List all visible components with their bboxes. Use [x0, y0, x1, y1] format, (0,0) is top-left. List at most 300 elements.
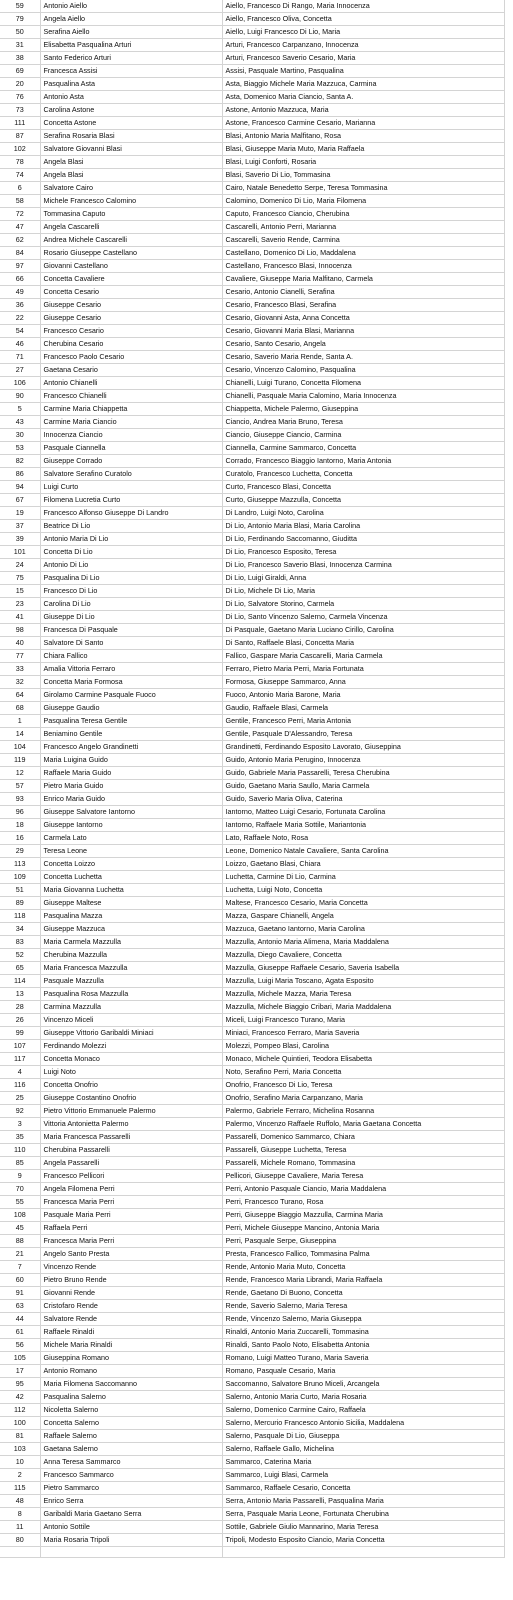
record-number-cell[interactable]: 42 — [0, 1391, 40, 1404]
record-number-cell[interactable]: 47 — [0, 221, 40, 234]
parents-cell[interactable]: Cairo, Natale Benedetto Serpe, Teresa Tommasina — [222, 182, 504, 195]
person-name-cell[interactable]: Raffaele Rinaldi — [40, 1326, 222, 1339]
parents-cell[interactable]: Guido, Antonio Maria Perugino, Innocenza — [222, 754, 504, 767]
parents-cell[interactable]: Miniaci, Francesco Ferraro, Maria Saveria — [222, 1027, 504, 1040]
person-name-cell[interactable]: Carolina Di Lio — [40, 598, 222, 611]
parents-cell[interactable]: Assisi, Pasquale Martino, Pasqualina — [222, 65, 504, 78]
person-name-cell[interactable]: Carolina Astone — [40, 104, 222, 117]
person-name-cell[interactable]: Giuseppina Romano — [40, 1352, 222, 1365]
parents-cell[interactable]: Chiappetta, Michele Palermo, Giuseppina — [222, 403, 504, 416]
record-number-cell[interactable]: 20 — [0, 78, 40, 91]
person-name-cell[interactable]: Angelo Santo Presta — [40, 1248, 222, 1261]
record-number-cell[interactable]: 48 — [0, 1495, 40, 1508]
parents-cell[interactable]: Palermo, Gabriele Ferraro, Michelina Rosanna — [222, 1105, 504, 1118]
record-number-cell[interactable]: 87 — [0, 130, 40, 143]
record-number-cell[interactable]: 82 — [0, 455, 40, 468]
parents-cell[interactable]: Rinaldi, Antonio Maria Zuccarelli, Tommasina — [222, 1326, 504, 1339]
parents-cell[interactable]: Castellano, Francesco Blasi, Innocenza — [222, 260, 504, 273]
parents-cell[interactable]: Blasi, Antonio Maria Malfitano, Rosa — [222, 130, 504, 143]
record-number-cell[interactable]: 2 — [0, 1469, 40, 1482]
record-number-cell[interactable]: 62 — [0, 234, 40, 247]
parents-cell[interactable]: Salerno, Pasquale Di Lio, Giuseppa — [222, 1430, 504, 1443]
parents-cell[interactable]: Curatolo, Francesco Luchetta, Concetta — [222, 468, 504, 481]
person-name-cell[interactable]: Vincenzo Miceli — [40, 1014, 222, 1027]
record-number-cell[interactable]: 4 — [0, 1066, 40, 1079]
record-number-cell[interactable]: 79 — [0, 13, 40, 26]
record-number-cell[interactable]: 45 — [0, 1222, 40, 1235]
parents-cell[interactable]: Tripoli, Modesto Esposito Ciancio, Maria Concetta — [222, 1534, 504, 1547]
parents-cell[interactable]: Serra, Antonio Maria Passarelli, Pasqualina Maria — [222, 1495, 504, 1508]
person-name-cell[interactable]: Concetta Loizzo — [40, 858, 222, 871]
person-name-cell[interactable]: Giuseppe Di Lio — [40, 611, 222, 624]
parents-cell[interactable]: Cesario, Giovanni Maria Blasi, Marianna — [222, 325, 504, 338]
record-number-cell[interactable]: 34 — [0, 923, 40, 936]
parents-cell[interactable]: Grandinetti, Ferdinando Esposito Lavorato, Giuseppina — [222, 741, 504, 754]
person-name-cell[interactable]: Gaetana Cesario — [40, 364, 222, 377]
parents-cell[interactable]: Cesario, Santo Cesario, Angela — [222, 338, 504, 351]
record-number-cell[interactable]: 100 — [0, 1417, 40, 1430]
parents-cell[interactable]: Di Lio, Santo Vincenzo Salerno, Carmela Vincenza — [222, 611, 504, 624]
record-number-cell[interactable]: 102 — [0, 143, 40, 156]
person-name-cell[interactable]: Cherubina Mazzulla — [40, 949, 222, 962]
record-number-cell[interactable]: 30 — [0, 429, 40, 442]
record-number-cell[interactable]: 25 — [0, 1092, 40, 1105]
parents-cell[interactable]: Miceli, Luigi Francesco Turano, Maria — [222, 1014, 504, 1027]
record-number-cell[interactable]: 22 — [0, 312, 40, 325]
person-name-cell[interactable]: Enrico Maria Guido — [40, 793, 222, 806]
person-name-cell[interactable]: Raffaele Salerno — [40, 1430, 222, 1443]
person-name-cell[interactable]: Giuseppe Salvatore Iantorno — [40, 806, 222, 819]
record-number-cell[interactable]: 64 — [0, 689, 40, 702]
record-number-cell[interactable]: 84 — [0, 247, 40, 260]
record-number-cell[interactable]: 17 — [0, 1365, 40, 1378]
person-name-cell[interactable]: Enrico Serra — [40, 1495, 222, 1508]
parents-cell[interactable]: Formosa, Giuseppe Sammarco, Anna — [222, 676, 504, 689]
person-name-cell[interactable]: Angela Cascarelli — [40, 221, 222, 234]
person-name-cell[interactable]: Amalia Vittoria Ferraro — [40, 663, 222, 676]
parents-cell[interactable]: Maltese, Francesco Cesario, Maria Concetta — [222, 897, 504, 910]
person-name-cell[interactable]: Concetta Cesario — [40, 286, 222, 299]
parents-cell[interactable]: Lato, Raffaele Noto, Rosa — [222, 832, 504, 845]
record-number-cell[interactable]: 59 — [0, 0, 40, 13]
record-number-cell[interactable]: 89 — [0, 897, 40, 910]
person-name-cell[interactable]: Giuseppe Costantino Onofrio — [40, 1092, 222, 1105]
person-name-cell[interactable]: Gaetana Salerno — [40, 1443, 222, 1456]
person-name-cell[interactable]: Francesco Di Lio — [40, 585, 222, 598]
person-name-cell[interactable]: Giuseppe Cesario — [40, 312, 222, 325]
record-number-cell[interactable]: 63 — [0, 1300, 40, 1313]
record-number-cell[interactable]: 24 — [0, 559, 40, 572]
record-number-cell[interactable]: 44 — [0, 1313, 40, 1326]
person-name-cell[interactable]: Angela Filomena Perri — [40, 1183, 222, 1196]
parents-cell[interactable]: Guido, Gabriele Maria Passarelli, Teresa Cherubina — [222, 767, 504, 780]
person-name-cell[interactable]: Francesco Angelo Grandinetti — [40, 741, 222, 754]
person-name-cell[interactable]: Antonio Asta — [40, 91, 222, 104]
person-name-cell[interactable]: Francesco Cesario — [40, 325, 222, 338]
parents-cell[interactable]: Passarelli, Michele Romano, Tommasina — [222, 1157, 504, 1170]
person-name-cell[interactable]: Cristofaro Rende — [40, 1300, 222, 1313]
parents-cell[interactable]: Noto, Serafino Perri, Maria Concetta — [222, 1066, 504, 1079]
parents-cell[interactable]: Sammarco, Luigi Blasi, Carmela — [222, 1469, 504, 1482]
parents-cell[interactable]: Cesario, Antonio Cianelli, Serafina — [222, 286, 504, 299]
person-name-cell[interactable]: Francesco Alfonso Giuseppe Di Landro — [40, 507, 222, 520]
record-number-cell[interactable]: 33 — [0, 663, 40, 676]
person-name-cell[interactable]: Cherubina Cesario — [40, 338, 222, 351]
parents-cell[interactable]: Di Lio, Ferdinando Saccomanno, Giuditta — [222, 533, 504, 546]
person-name-cell[interactable]: Concetta Onofrio — [40, 1079, 222, 1092]
record-number-cell[interactable]: 53 — [0, 442, 40, 455]
parents-cell[interactable]: Salerno, Mercurio Francesco Antonio Sicilia, Maddalena — [222, 1417, 504, 1430]
parents-cell[interactable]: Rende, Antonio Maria Muto, Concetta — [222, 1261, 504, 1274]
record-number-cell[interactable]: 69 — [0, 65, 40, 78]
record-number-cell[interactable]: 108 — [0, 1209, 40, 1222]
person-name-cell[interactable]: Michele Maria Rinaldi — [40, 1339, 222, 1352]
record-number-cell[interactable]: 80 — [0, 1534, 40, 1547]
record-number-cell[interactable]: 70 — [0, 1183, 40, 1196]
parents-cell[interactable]: Chianelli, Luigi Turano, Concetta Filomena — [222, 377, 504, 390]
person-name-cell[interactable]: Garibaldi Maria Gaetano Serra — [40, 1508, 222, 1521]
person-name-cell[interactable]: Francesca Assisi — [40, 65, 222, 78]
record-number-cell[interactable]: 93 — [0, 793, 40, 806]
record-number-cell[interactable]: 16 — [0, 832, 40, 845]
parents-cell[interactable]: Di Lio, Salvatore Storino, Carmela — [222, 598, 504, 611]
parents-cell[interactable]: Gaudio, Raffaele Blasi, Carmela — [222, 702, 504, 715]
person-name-cell[interactable]: Serafina Rosaria Blasi — [40, 130, 222, 143]
person-name-cell[interactable]: Maria Giovanna Luchetta — [40, 884, 222, 897]
parents-cell[interactable]: Di Lio, Francesco Saverio Blasi, Innocenza Carmina — [222, 559, 504, 572]
record-number-cell[interactable]: 115 — [0, 1482, 40, 1495]
parents-cell[interactable]: Romano, Pasquale Cesario, Maria — [222, 1365, 504, 1378]
person-name-cell[interactable]: Giovanni Rende — [40, 1287, 222, 1300]
record-number-cell[interactable]: 83 — [0, 936, 40, 949]
record-number-cell[interactable]: 38 — [0, 52, 40, 65]
parents-cell[interactable]: Luchetta, Carmine Di Lio, Carmina — [222, 871, 504, 884]
person-name-cell[interactable]: Pietro Vittorio Emmanuele Palermo — [40, 1105, 222, 1118]
person-name-cell[interactable]: Francesco Paolo Cesario — [40, 351, 222, 364]
parents-cell[interactable]: Pellicori, Giuseppe Cavaliere, Maria Teresa — [222, 1170, 504, 1183]
parents-cell[interactable]: Di Santo, Raffaele Blasi, Concetta Maria — [222, 637, 504, 650]
person-name-cell[interactable]: Beatrice Di Lio — [40, 520, 222, 533]
person-name-cell[interactable]: Carmine Maria Ciancio — [40, 416, 222, 429]
person-name-cell[interactable]: Giuseppe Iantorno — [40, 819, 222, 832]
record-number-cell[interactable]: 26 — [0, 1014, 40, 1027]
parents-cell[interactable]: Blasi, Saverio Di Lio, Tommasina — [222, 169, 504, 182]
parents-cell[interactable]: Saccomanno, Salvatore Bruno Miceli, Arcangela — [222, 1378, 504, 1391]
record-number-cell[interactable]: 39 — [0, 533, 40, 546]
parents-cell[interactable]: Aiello, Francesco Di Rango, Maria Innocenza — [222, 0, 504, 13]
record-number-cell[interactable]: 27 — [0, 364, 40, 377]
parents-cell[interactable]: Arturi, Francesco Carpanzano, Innocenza — [222, 39, 504, 52]
person-name-cell[interactable]: Salvatore Cairo — [40, 182, 222, 195]
record-number-cell[interactable]: 37 — [0, 520, 40, 533]
person-name-cell[interactable]: Rosario Giuseppe Castellano — [40, 247, 222, 260]
record-number-cell[interactable]: 61 — [0, 1326, 40, 1339]
person-name-cell[interactable]: Girolamo Carmine Pasquale Fuoco — [40, 689, 222, 702]
person-name-cell[interactable]: Salvatore Serafino Curatolo — [40, 468, 222, 481]
record-number-cell[interactable]: 55 — [0, 1196, 40, 1209]
person-name-cell[interactable]: Pasqualina Di Lio — [40, 572, 222, 585]
record-number-cell[interactable]: 116 — [0, 1079, 40, 1092]
parents-cell[interactable]: Rende, Gaetano Di Buono, Concetta — [222, 1287, 504, 1300]
record-number-cell[interactable]: 107 — [0, 1040, 40, 1053]
person-name-cell[interactable]: Elisabetta Pasqualina Arturi — [40, 39, 222, 52]
person-name-cell[interactable]: Santo Federico Arturi — [40, 52, 222, 65]
record-number-cell[interactable]: 92 — [0, 1105, 40, 1118]
parents-cell[interactable]: Blasi, Luigi Conforti, Rosaria — [222, 156, 504, 169]
parents-cell[interactable]: Cesario, Giovanni Asta, Anna Concetta — [222, 312, 504, 325]
person-name-cell[interactable]: Antonio Chianelli — [40, 377, 222, 390]
person-name-cell[interactable]: Andrea Michele Cascarelli — [40, 234, 222, 247]
record-number-cell[interactable]: 54 — [0, 325, 40, 338]
record-number-cell[interactable]: 71 — [0, 351, 40, 364]
empty-cell[interactable] — [40, 1547, 222, 1558]
record-number-cell[interactable]: 105 — [0, 1352, 40, 1365]
person-name-cell[interactable]: Maria Luigina Guido — [40, 754, 222, 767]
parents-cell[interactable]: Curto, Giuseppe Mazzulla, Concetta — [222, 494, 504, 507]
parents-cell[interactable]: Di Lio, Luigi Giraldi, Anna — [222, 572, 504, 585]
record-number-cell[interactable]: 43 — [0, 416, 40, 429]
parents-cell[interactable]: Di Lio, Francesco Esposito, Teresa — [222, 546, 504, 559]
parents-cell[interactable]: Cascarelli, Saverio Rende, Carmina — [222, 234, 504, 247]
record-number-cell[interactable]: 51 — [0, 884, 40, 897]
person-name-cell[interactable]: Pasqualina Rosa Mazzulla — [40, 988, 222, 1001]
person-name-cell[interactable]: Angela Passarelli — [40, 1157, 222, 1170]
parents-cell[interactable]: Cavaliere, Giuseppe Maria Malfitano, Carmela — [222, 273, 504, 286]
record-number-cell[interactable]: 74 — [0, 169, 40, 182]
record-number-cell[interactable]: 117 — [0, 1053, 40, 1066]
person-name-cell[interactable]: Francesca Maria Perri — [40, 1235, 222, 1248]
record-number-cell[interactable]: 103 — [0, 1443, 40, 1456]
person-name-cell[interactable]: Giuseppe Gaudio — [40, 702, 222, 715]
record-number-cell[interactable]: 76 — [0, 91, 40, 104]
person-name-cell[interactable]: Giuseppe Cesario — [40, 299, 222, 312]
parents-cell[interactable]: Blasi, Giuseppe Maria Muto, Maria Raffaela — [222, 143, 504, 156]
parents-cell[interactable]: Loizzo, Gaetano Blasi, Chiara — [222, 858, 504, 871]
empty-cell[interactable] — [0, 1547, 40, 1558]
parents-cell[interactable]: Iantorno, Matteo Luigi Cesario, Fortunata Carolina — [222, 806, 504, 819]
person-name-cell[interactable]: Cherubina Passarelli — [40, 1144, 222, 1157]
person-name-cell[interactable]: Giuseppe Corrado — [40, 455, 222, 468]
parents-cell[interactable]: Mazzulla, Giuseppe Raffaele Cesario, Saveria Isabella — [222, 962, 504, 975]
parents-cell[interactable]: Calomino, Domenico Di Lio, Maria Filomena — [222, 195, 504, 208]
person-name-cell[interactable]: Pasquale Maria Perri — [40, 1209, 222, 1222]
parents-cell[interactable]: Passarelli, Domenico Sammarco, Chiara — [222, 1131, 504, 1144]
parents-cell[interactable]: Sammarco, Raffaele Cesario, Concetta — [222, 1482, 504, 1495]
record-number-cell[interactable]: 60 — [0, 1274, 40, 1287]
parents-cell[interactable]: Ferraro, Pietro Maria Perri, Maria Fortunata — [222, 663, 504, 676]
parents-cell[interactable]: Luchetta, Luigi Noto, Concetta — [222, 884, 504, 897]
record-number-cell[interactable]: 49 — [0, 286, 40, 299]
person-name-cell[interactable]: Concetta Di Lio — [40, 546, 222, 559]
person-name-cell[interactable]: Maria Carmela Mazzulla — [40, 936, 222, 949]
parents-cell[interactable]: Astone, Francesco Carmine Cesario, Marianna — [222, 117, 504, 130]
parents-cell[interactable]: Perri, Francesco Turano, Rosa — [222, 1196, 504, 1209]
parents-cell[interactable]: Perri, Antonio Pasquale Ciancio, Maria Maddalena — [222, 1183, 504, 1196]
record-number-cell[interactable]: 94 — [0, 481, 40, 494]
parents-cell[interactable]: Mazzulla, Diego Cavaliere, Concetta — [222, 949, 504, 962]
person-name-cell[interactable]: Beniamino Gentile — [40, 728, 222, 741]
parents-cell[interactable]: Serra, Pasquale Maria Leone, Fortunata Cherubina — [222, 1508, 504, 1521]
record-number-cell[interactable]: 18 — [0, 819, 40, 832]
parents-cell[interactable]: Perri, Pasquale Serpe, Giuseppina — [222, 1235, 504, 1248]
person-name-cell[interactable]: Luigi Curto — [40, 481, 222, 494]
record-number-cell[interactable]: 118 — [0, 910, 40, 923]
record-number-cell[interactable]: 36 — [0, 299, 40, 312]
record-number-cell[interactable]: 97 — [0, 260, 40, 273]
record-number-cell[interactable]: 12 — [0, 767, 40, 780]
record-number-cell[interactable]: 111 — [0, 117, 40, 130]
record-number-cell[interactable]: 98 — [0, 624, 40, 637]
record-number-cell[interactable]: 101 — [0, 546, 40, 559]
parents-cell[interactable]: Cesario, Vincenzo Calomino, Pasqualina — [222, 364, 504, 377]
record-number-cell[interactable]: 112 — [0, 1404, 40, 1417]
person-name-cell[interactable]: Innocenza Ciancio — [40, 429, 222, 442]
person-name-cell[interactable]: Pasqualina Mazza — [40, 910, 222, 923]
person-name-cell[interactable]: Filomena Lucretia Curto — [40, 494, 222, 507]
parents-cell[interactable]: Rende, Vincenzo Salerno, Maria Giuseppa — [222, 1313, 504, 1326]
record-number-cell[interactable]: 50 — [0, 26, 40, 39]
person-name-cell[interactable]: Pasqualina Teresa Gentile — [40, 715, 222, 728]
person-name-cell[interactable]: Antonio Romano — [40, 1365, 222, 1378]
record-number-cell[interactable]: 9 — [0, 1170, 40, 1183]
person-name-cell[interactable]: Salvatore Di Santo — [40, 637, 222, 650]
person-name-cell[interactable]: Ferdinando Molezzi — [40, 1040, 222, 1053]
record-number-cell[interactable]: 10 — [0, 1456, 40, 1469]
record-number-cell[interactable]: 68 — [0, 702, 40, 715]
parents-cell[interactable]: Cascarelli, Antonio Perri, Marianna — [222, 221, 504, 234]
record-number-cell[interactable]: 13 — [0, 988, 40, 1001]
record-number-cell[interactable]: 99 — [0, 1027, 40, 1040]
person-name-cell[interactable]: Maria Rosaria Tripoli — [40, 1534, 222, 1547]
parents-cell[interactable]: Mazzulla, Michele Biaggio Cribari, Maria Maddalena — [222, 1001, 504, 1014]
person-name-cell[interactable]: Concetta Monaco — [40, 1053, 222, 1066]
person-name-cell[interactable]: Giuseppe Vittorio Garibaldi Miniaci — [40, 1027, 222, 1040]
parents-cell[interactable]: Passarelli, Giuseppe Luchetta, Teresa — [222, 1144, 504, 1157]
record-number-cell[interactable]: 88 — [0, 1235, 40, 1248]
record-number-cell[interactable]: 72 — [0, 208, 40, 221]
record-number-cell[interactable]: 65 — [0, 962, 40, 975]
record-number-cell[interactable]: 85 — [0, 1157, 40, 1170]
record-number-cell[interactable]: 46 — [0, 338, 40, 351]
parents-cell[interactable]: Monaco, Michele Quintieri, Teodora Elisabetta — [222, 1053, 504, 1066]
person-name-cell[interactable]: Antonio Sottile — [40, 1521, 222, 1534]
person-name-cell[interactable]: Pietro Bruno Rende — [40, 1274, 222, 1287]
record-number-cell[interactable]: 41 — [0, 611, 40, 624]
person-name-cell[interactable]: Angela Blasi — [40, 156, 222, 169]
person-name-cell[interactable]: Raffaele Maria Guido — [40, 767, 222, 780]
person-name-cell[interactable]: Francesco Sammarco — [40, 1469, 222, 1482]
parents-cell[interactable]: Asta, Domenico Maria Ciancio, Santa A. — [222, 91, 504, 104]
person-name-cell[interactable]: Chiara Fallico — [40, 650, 222, 663]
person-name-cell[interactable]: Carmela Lato — [40, 832, 222, 845]
parents-cell[interactable]: Perri, Michele Giuseppe Mancino, Antonia Maria — [222, 1222, 504, 1235]
record-number-cell[interactable]: 114 — [0, 975, 40, 988]
parents-cell[interactable]: Curto, Francesco Blasi, Concetta — [222, 481, 504, 494]
parents-cell[interactable]: Di Landro, Luigi Noto, Carolina — [222, 507, 504, 520]
parents-cell[interactable]: Salerno, Domenico Carmine Cairo, Raffaela — [222, 1404, 504, 1417]
parents-cell[interactable]: Caputo, Francesco Ciancio, Cherubina — [222, 208, 504, 221]
parents-cell[interactable]: Aiello, Luigi Francesco Di Lio, Maria — [222, 26, 504, 39]
record-number-cell[interactable]: 86 — [0, 468, 40, 481]
parents-cell[interactable]: Di Pasquale, Gaetano Maria Luciano Cirillo, Carolina — [222, 624, 504, 637]
parents-cell[interactable]: Presta, Francesco Fallico, Tommasina Palma — [222, 1248, 504, 1261]
record-number-cell[interactable]: 3 — [0, 1118, 40, 1131]
parents-cell[interactable]: Cesario, Saverio Maria Rende, Santa A. — [222, 351, 504, 364]
person-name-cell[interactable]: Pietro Maria Guido — [40, 780, 222, 793]
empty-cell[interactable] — [222, 1547, 504, 1558]
record-number-cell[interactable]: 21 — [0, 1248, 40, 1261]
parents-cell[interactable]: Fuoco, Antonio Maria Barone, Maria — [222, 689, 504, 702]
person-name-cell[interactable]: Pasqualina Salerno — [40, 1391, 222, 1404]
person-name-cell[interactable]: Teresa Leone — [40, 845, 222, 858]
record-number-cell[interactable]: 91 — [0, 1287, 40, 1300]
record-number-cell[interactable]: 110 — [0, 1144, 40, 1157]
parents-cell[interactable]: Asta, Biaggio Michele Maria Mazzuca, Carmina — [222, 78, 504, 91]
person-name-cell[interactable]: Angela Blasi — [40, 169, 222, 182]
parents-cell[interactable]: Rende, Francesco Maria Librandi, Maria Raffaela — [222, 1274, 504, 1287]
parents-cell[interactable]: Salerno, Raffaele Gallo, Michelina — [222, 1443, 504, 1456]
record-number-cell[interactable]: 56 — [0, 1339, 40, 1352]
person-name-cell[interactable]: Concetta Astone — [40, 117, 222, 130]
person-name-cell[interactable]: Giovanni Castellano — [40, 260, 222, 273]
record-number-cell[interactable]: 81 — [0, 1430, 40, 1443]
parents-cell[interactable]: Corrado, Francesco Biaggio Iantorno, Maria Antonia — [222, 455, 504, 468]
person-name-cell[interactable]: Maria Francesca Passarelli — [40, 1131, 222, 1144]
parents-cell[interactable]: Rinaldi, Santo Paolo Noto, Elisabetta Antonia — [222, 1339, 504, 1352]
person-name-cell[interactable]: Carmina Mazzulla — [40, 1001, 222, 1014]
person-name-cell[interactable]: Tommasina Caputo — [40, 208, 222, 221]
person-name-cell[interactable]: Luigi Noto — [40, 1066, 222, 1079]
parents-cell[interactable]: Ciancio, Giuseppe Ciancio, Carmina — [222, 429, 504, 442]
person-name-cell[interactable]: Vittoria Antonietta Palermo — [40, 1118, 222, 1131]
record-number-cell[interactable]: 95 — [0, 1378, 40, 1391]
record-number-cell[interactable]: 40 — [0, 637, 40, 650]
parents-cell[interactable]: Palermo, Vincenzo Raffaele Ruffolo, Maria Gaetana Concetta — [222, 1118, 504, 1131]
parents-cell[interactable]: Astone, Antonio Mazzuca, Maria — [222, 104, 504, 117]
record-number-cell[interactable]: 77 — [0, 650, 40, 663]
person-name-cell[interactable]: Francesco Chianelli — [40, 390, 222, 403]
record-number-cell[interactable]: 11 — [0, 1521, 40, 1534]
record-number-cell[interactable]: 6 — [0, 182, 40, 195]
record-number-cell[interactable]: 96 — [0, 806, 40, 819]
record-number-cell[interactable]: 78 — [0, 156, 40, 169]
record-number-cell[interactable]: 58 — [0, 195, 40, 208]
parents-cell[interactable]: Gentile, Pasquale D'Alessandro, Teresa — [222, 728, 504, 741]
parents-cell[interactable]: Fallico, Gaspare Maria Cascarelli, Maria Carmela — [222, 650, 504, 663]
parents-cell[interactable]: Guido, Saverio Maria Oliva, Caterina — [222, 793, 504, 806]
person-name-cell[interactable]: Salvatore Rende — [40, 1313, 222, 1326]
parents-cell[interactable]: Chianelli, Pasquale Maria Calomino, Maria Innocenza — [222, 390, 504, 403]
parents-cell[interactable]: Di Lio, Antonio Maria Blasi, Maria Carolina — [222, 520, 504, 533]
record-number-cell[interactable]: 8 — [0, 1508, 40, 1521]
person-name-cell[interactable]: Giuseppe Maltese — [40, 897, 222, 910]
person-name-cell[interactable]: Vincenzo Rende — [40, 1261, 222, 1274]
parents-cell[interactable]: Ciancio, Andrea Maria Bruno, Teresa — [222, 416, 504, 429]
record-number-cell[interactable]: 15 — [0, 585, 40, 598]
person-name-cell[interactable]: Pietro Sammarco — [40, 1482, 222, 1495]
parents-cell[interactable]: Castellano, Domenico Di Lio, Maddalena — [222, 247, 504, 260]
record-number-cell[interactable]: 7 — [0, 1261, 40, 1274]
record-number-cell[interactable]: 113 — [0, 858, 40, 871]
record-number-cell[interactable]: 57 — [0, 780, 40, 793]
person-name-cell[interactable]: Pasquale Mazzulla — [40, 975, 222, 988]
parents-cell[interactable]: Iantorno, Raffaele Maria Sottile, Mariantonia — [222, 819, 504, 832]
person-name-cell[interactable]: Antonio Aiello — [40, 0, 222, 13]
record-number-cell[interactable]: 28 — [0, 1001, 40, 1014]
person-name-cell[interactable]: Giuseppe Mazzuca — [40, 923, 222, 936]
parents-cell[interactable]: Guido, Gaetano Maria Saullo, Maria Carmela — [222, 780, 504, 793]
record-number-cell[interactable]: 5 — [0, 403, 40, 416]
